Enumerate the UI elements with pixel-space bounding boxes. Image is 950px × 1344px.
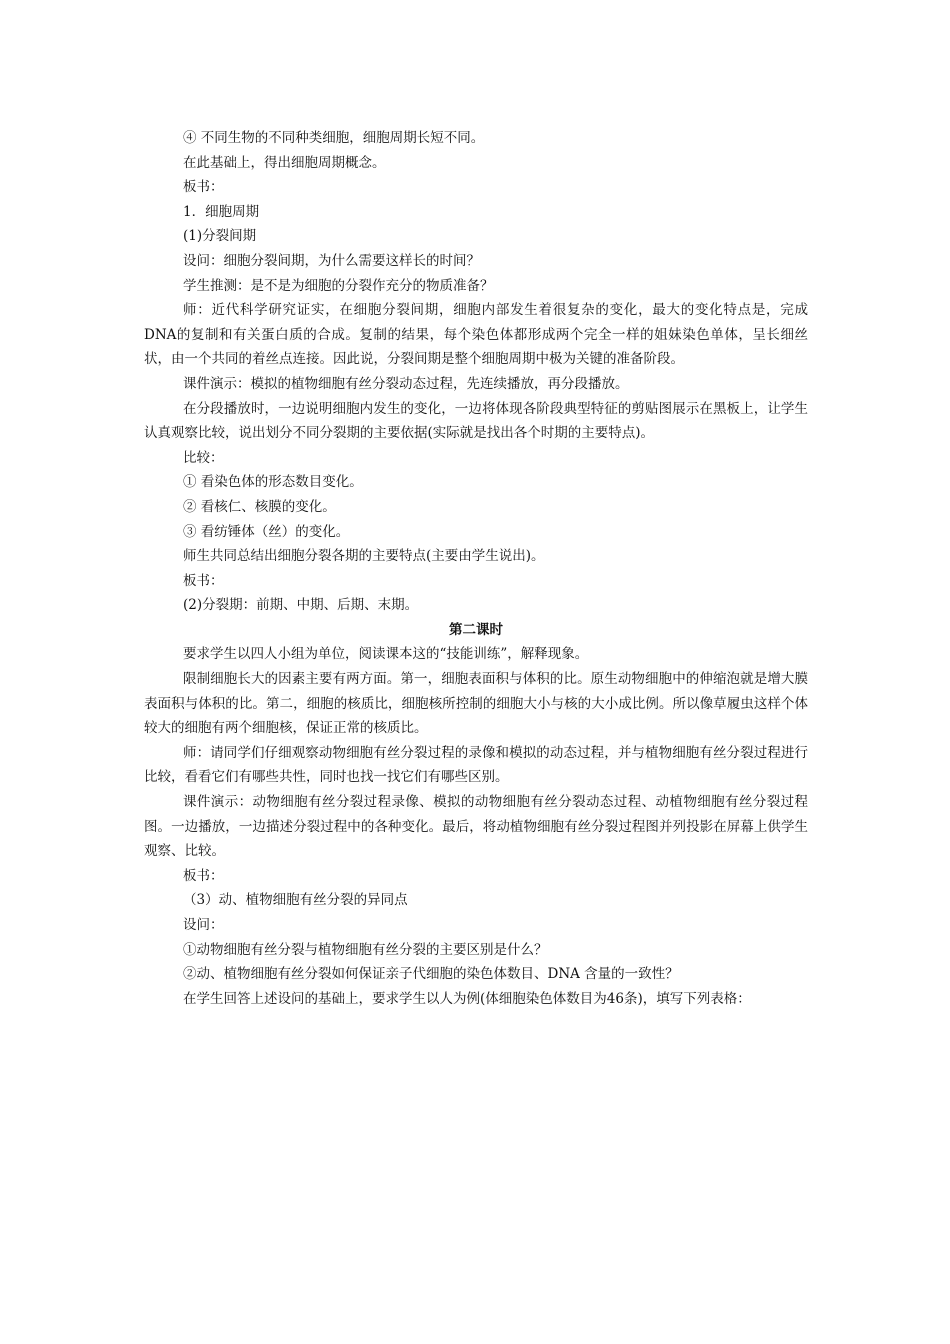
paragraph-compare-2: ② 看核仁、核膜的变化。 (183, 498, 336, 515)
paragraph-question-2: ②动、植物细胞有丝分裂如何保证亲子代细胞的染色体数目、DNA 含量的一致性？ (183, 966, 679, 983)
paragraph-board-note-2: 板书： (183, 572, 224, 589)
paragraph-teacher-explanation: 师：近代科学研究证实，在细胞分裂间期，细胞内部发生着很复杂的变化，最大的变化特点是，完成DNA的复制和有关蛋白质的合成。复制的结果，每个染色体都形成两个完全一样的姐妹染色单体，呈长细丝状，由一个共同的着丝点连接。因此说，分裂间期是整个细胞周期中极为关键的准备阶段。 (144, 302, 808, 368)
section-heading-second-lesson: 第二课时 (449, 621, 503, 638)
paragraph-cell-cycle-concept: 在此基础上，得出细胞周期概念。 (183, 154, 386, 171)
paragraph-similarities-differences: （3）动、植物细胞有丝分裂的异同点 (183, 892, 408, 909)
paragraph-section-cell-cycle: 1．细胞周期 (183, 203, 260, 220)
paragraph-summary: 师生共同总结出细胞分裂各期的主要特点(主要由学生说出)。 (183, 548, 545, 565)
paragraph-compare-1: ① 看染色体的形态数目变化。 (183, 474, 363, 491)
paragraph-cell-growth-limits: 限制细胞长大的因素主要有两方面。第一，细胞表面积与体积的比。原生动物细胞中的伸缩泡就是增大膜表面积与体积的比。第二，细胞的核质比，细胞核所控制的细胞大小与核的大小成比例。所以像草履虫这样个体较大的细胞有两个细胞核，保证正常的核质比。 (144, 671, 808, 737)
paragraph-teacher-observe: 师：请同学们仔细观察动物细胞有丝分裂过程的录像和模拟的动态过程，并与植物细胞有丝分裂过程进行比较，看看它们有哪些共性，同时也找一找它们有哪些区别。 (144, 744, 808, 786)
paragraph-interphase: (1)分裂间期 (183, 228, 257, 245)
paragraph-board-note-1: 板书： (183, 179, 224, 196)
paragraph-question-interphase: 设问：细胞分裂间期，为什么需要这样长的时间？ (183, 252, 480, 269)
paragraph-compare: 比较： (183, 449, 224, 466)
paragraph-segment-playback: 在分段播放时，一边说明细胞内发生的变化，一边将体现各阶段典型特征的剪贴图展示在黑板上，让学生认真观察比较，说出划分不同分裂期的主要依据(实际就是找出各个时期的主要特点)。 (144, 400, 808, 442)
paragraph-point-4: ④ 不同生物的不同种类细胞，细胞周期长短不同。 (183, 130, 485, 146)
paragraph-compare-3: ③ 看纺锤体（丝）的变化。 (183, 523, 350, 540)
paragraph-courseware-animal: 课件演示：动物细胞有丝分裂过程录像、模拟的动物细胞有丝分裂动态过程、动植物细胞有丝分裂过程图。一边播放，一边描述分裂过程中的各种变化。最后，将动植物细胞有丝分裂过程图并列投影在屏幕上供学生观察、比较。 (144, 794, 808, 860)
paragraph-question-1: ①动物细胞有丝分裂与植物细胞有丝分裂的主要区别是什么？ (183, 941, 548, 958)
paragraph-question-label: 设问： (183, 917, 224, 933)
paragraph-courseware-plant: 课件演示：模拟的植物细胞有丝分裂动态过程，先连续播放，再分段播放。 (183, 375, 629, 392)
document-body (144, 126, 808, 1011)
paragraph-student-guess: 学生推测：是不是为细胞的分裂作充分的物质准备？ (183, 277, 494, 294)
paragraph-mitotic-phase: (2)分裂期：前期、中期、后期、末期。 (183, 597, 419, 614)
paragraph-group-reading: 要求学生以四人小组为单位，阅读课本这的“技能训练”，解释现象。 (183, 646, 589, 663)
paragraph-fill-table: 在学生回答上述设问的基础上，要求学生以人为例(体细胞染色体数目为46条)，填写下列表格： (183, 990, 751, 1007)
paragraph-board-note-3: 板书： (183, 867, 224, 884)
